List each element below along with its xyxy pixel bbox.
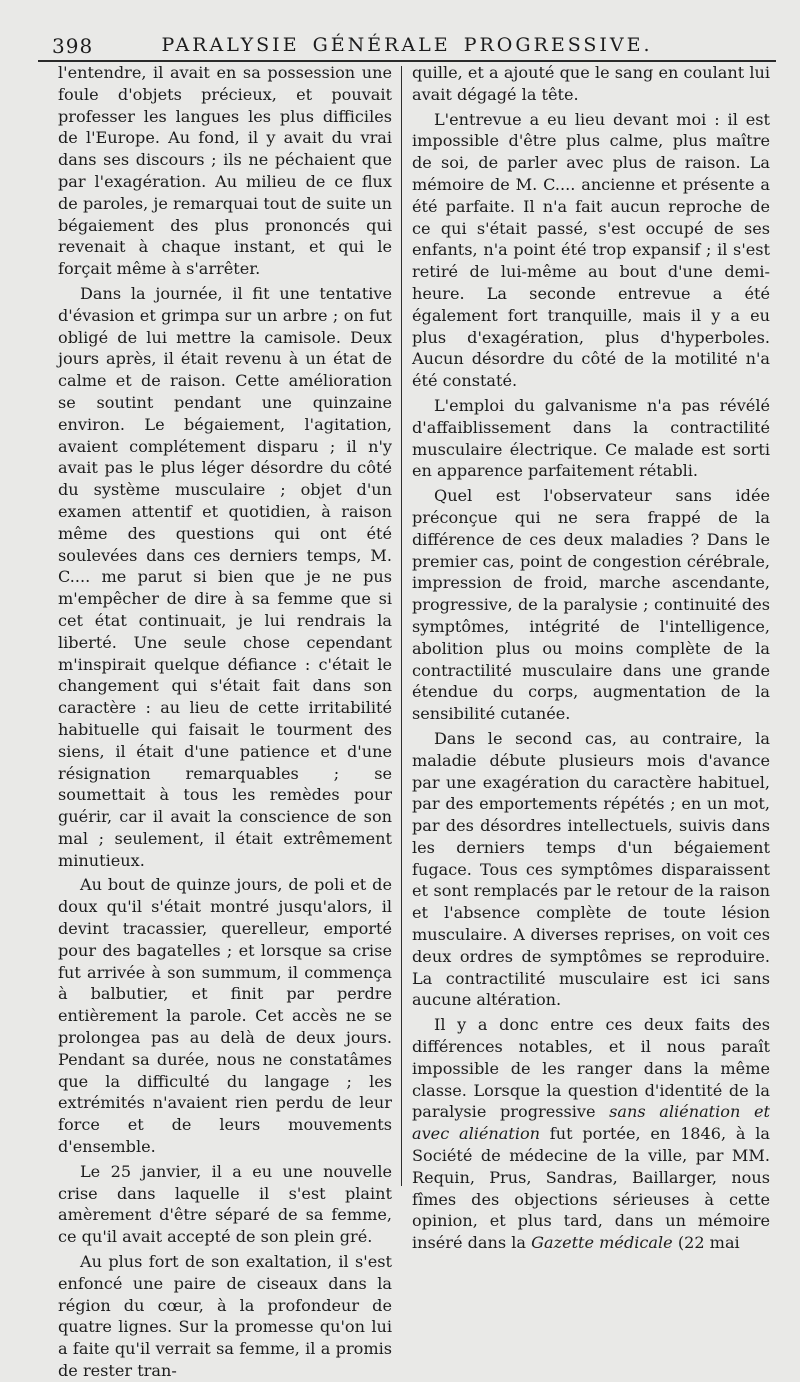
- paragraph-text: Il y a donc entre ces deux faits des différences notables, et il nous paraît impossible de les ranger dans la même classe. Lorsque la question d'identité de la paralysie progressive: [412, 1015, 770, 1122]
- page-number: 398: [52, 34, 94, 58]
- paragraph-text: fut portée, en 1846, à la Société de médecine de la ville, par MM. Requin, Prus, Sandras, Baillarger, nous fîmes des objections sérieuses à cette opinion, et plus tard, dans un mémoire inséré dans la: [412, 1124, 770, 1253]
- paragraph: Au bout de quinze jours, de poli et de doux qu'il s'était montré jusqu'alors, il devint tracassier, querelleur, emporté pour des bagatelles ; et lorsque sa crise fut arrivée à son summum, il commença à balbutier, et finit par perdre entièrement la parole. Cet accès ne se prolongea pas au delà de deux jours. Pendant sa durée, nous ne constatâmes que la difficulté du langage ; les extrémités n'avaient rien perdu de leur force et de leurs mouvements d'ensemble.: [58, 875, 392, 1157]
- right-column: [412, 62, 770, 1252]
- italic-phrase: sans aliénation et avec aliénation: [412, 1102, 770, 1144]
- paragraph: Quel est l'observateur sans idée préconçue qui ne sera frappé de la différence de ces deux maladies ? Dans le premier cas, point de congestion cérébrale, impression de froid, marche ascendante, progressive, de la paralysie ; continuité des symptômes, intégrité de l'intelligence, abolition plus ou moins complète de la contractilité musculaire dans une grande étendue du corps, augmentation de la sensibilité cutanée.: [412, 486, 770, 724]
- column-divider: [401, 66, 402, 1186]
- page-header: [38, 34, 776, 62]
- paragraph: L'emploi du galvanisme n'a pas révélé d'affaiblissement dans la contractilité musculaire électrique. Ce malade est sorti en apparence parfaitement rétabli.: [412, 395, 770, 481]
- left-column: [58, 62, 392, 1381]
- paragraph: [412, 1014, 770, 1254]
- journal-title: Gazette médicale: [531, 1233, 673, 1253]
- paragraph-text: (22 mai: [677, 1233, 740, 1253]
- paragraph: Dans le second cas, au contraire, la maladie débute plusieurs mois d'avance par une exagération du caractère habituel, par des emportements répétés ; en un mot, par des désordres intellectuels, suivis dans les derniers temps d'un bégaiement fugace. Tous ces symptômes disparaissent et sont remplacés par le retour de la raison et l'absence complète de toute lésion musculaire. A diverses reprises, on voit ces deux ordres de symptômes se reproduire. La contractilité musculaire est ici sans aucune altération.: [412, 728, 770, 1010]
- paragraph: quille, et a ajouté que le sang en coulant lui avait dégagé la tête.: [412, 63, 770, 104]
- running-title: PARALYSIE GÉNÉRALE PROGRESSIVE.: [161, 34, 653, 56]
- paragraph: Au plus fort de son exaltation, il s'est enfoncé une paire de ciseaux dans la région du cœur, à la profondeur de quatre lignes. Sur la promesse qu'on lui a faite qu'il verrait sa femme, il a promis de rester tran-: [58, 1252, 392, 1381]
- paragraph: l'entendre, il avait en sa possession une foule d'objets précieux, et pouvait professer les langues les plus difficiles de l'Europe. Au fond, il y avait du vrai dans ses discours ; ils ne péchaient que par l'exagération. Au milieu de ce flux de paroles, je remarquai tout de suite un bégaiement des plus prononcés qui revenait à chaque instant, et qui le forçait même à s'arrêter.: [58, 63, 392, 279]
- paragraph: Dans la journée, il fit une tentative d'évasion et grimpa sur un arbre ; on fut obligé de lui mettre la camisole. Deux jours après, il était revenu à un état de calme et de raison. Cette amélioration se soutint pendant une quinzaine environ. Le bégaiement, l'agitation, avaient complétement disparu ; il n'y avait pas le plus léger désordre du côté du système musculaire ; objet d'un examen attentif et quotidien, à raison même des questions qui ont été soulevées dans ces derniers temps, M. C.... me parut si bien que je ne pus m'empêcher de dire à sa femme que si cet état continuait, je lui rendrais la liberté. Une seule chose cependant m'inspirait quelque défiance : c'était le changement qui s'était fait dans son caractère : au lieu de cette irritabilité habituelle qui faisait le tourment des siens, il était d'une patience et d'une résignation remarquables ; se soumettait à tous les remèdes pour guérir, car il avait la conscience de son mal ; seulement, il était extrêmement minutieux.: [58, 283, 392, 870]
- paragraph: Le 25 janvier, il a eu une nouvelle crise dans laquelle il s'est plaint amèrement d'être séparé de sa femme, ce qu'il avait accepté de son plein gré.: [58, 1161, 392, 1247]
- paragraph: L'entrevue a eu lieu devant moi : il est impossible d'être plus calme, plus maître de soi, de parler avec plus de raison. La mémoire de M. C.... ancienne et présente a été parfaite. Il n'a fait aucun reproche de ce qui s'était passé, s'est occupé de ses enfants, n'a point été trop expansif ; il s'est retiré de lui-même au bout d'une demi-heure. La seconde entrevue a été également fort tranquille, mais il y a eu plus d'exagération, plus d'hyperboles. Aucun désordre du côté de la motilité n'a été constaté.: [412, 109, 770, 391]
